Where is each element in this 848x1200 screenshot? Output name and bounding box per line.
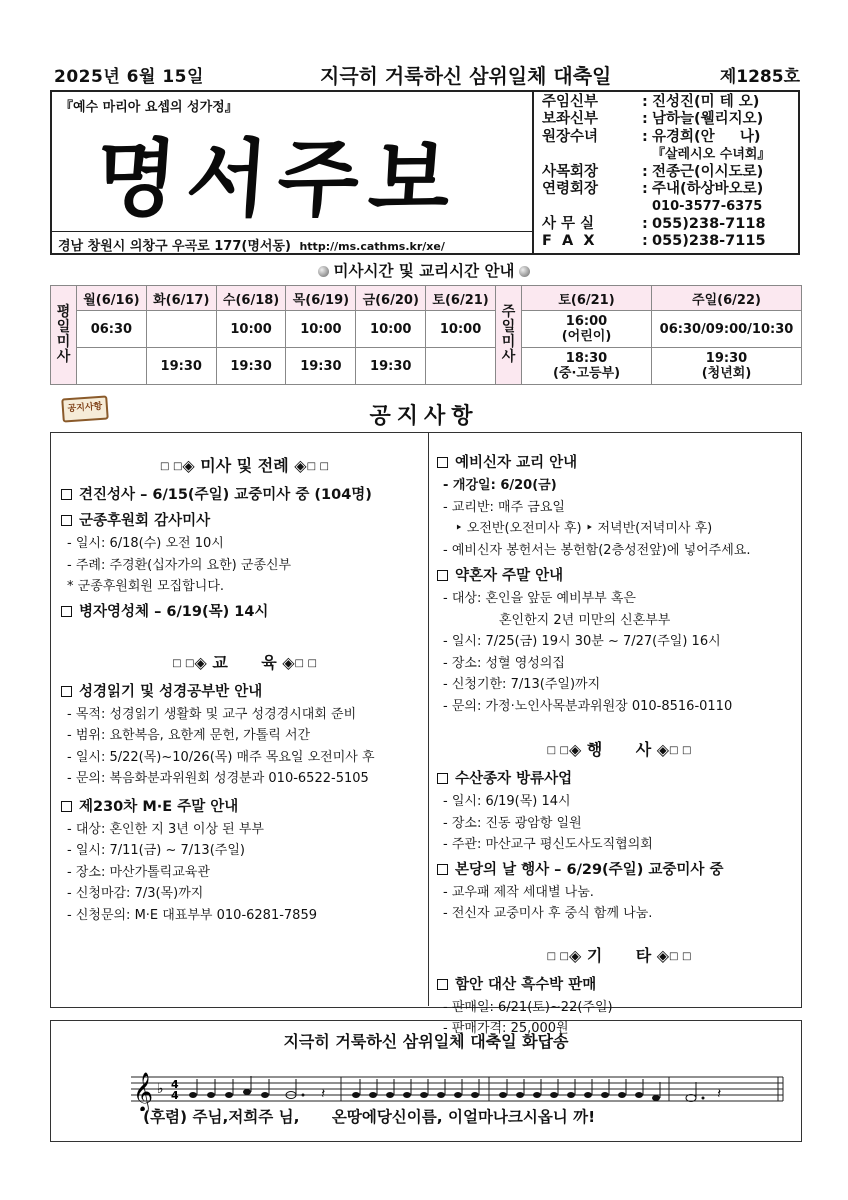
notice-line: - 예비신자 봉헌서는 봉헌함(2층성전앞)에 넣어주세요.: [443, 542, 751, 558]
notices-left-column: [51, 433, 429, 1006]
staff-row: 사 무 실 : 055)238-7118: [542, 215, 766, 232]
notice-line: - 교우패 제작 세대별 나눔.: [443, 884, 594, 900]
notice-item-title: 수산종자 방류사업: [437, 768, 801, 791]
psalm-title: 지극히 거룩하신 삼위일체 대축일 화답송: [283, 1032, 569, 1051]
category-heading: □ □◈ 행 사 ◈□ □: [546, 740, 692, 759]
staff-row: 원장수녀 : 유경희(안 나): [542, 128, 761, 145]
feast-title: 지극히 거룩하신 삼위일체 대축일: [320, 64, 612, 88]
notice-line: - 교리반: 매주 금요일: [443, 499, 565, 515]
weekday-mass-label: 평일미사: [51, 286, 77, 385]
notices-right-column: [429, 433, 801, 1036]
staff-row: 주임신부 : 진성진(미 테 오): [542, 94, 760, 110]
square-icon: □ □: [160, 461, 183, 472]
day-header: 월(6/16): [77, 286, 147, 311]
mass-time: [426, 348, 496, 385]
notice-line: - 전신자 교중미사 후 중식 함께 나눔.: [443, 906, 653, 921]
parish-subtitle: 『예수 마리아 요셉의 성가정』: [60, 100, 238, 115]
sunday-mass-label: 주일미사: [496, 286, 522, 385]
notice-item-title: 성경읽기 및 성경공부반 안내: [61, 681, 428, 704]
square-icon: □ □: [546, 950, 569, 962]
notice-item-title: 약혼자 주말 안내: [437, 565, 801, 588]
address-text: 경남 창원시 의창구 우곡로 177(명서동): [58, 239, 291, 254]
notice-line: - 문의: 복음화분과위원회 성경분과 010-6522-5105: [67, 771, 369, 786]
checkbox-icon: [61, 515, 72, 526]
notice-badge-icon: 공지사항: [61, 395, 109, 422]
mass-time: 16:00 (어린이): [522, 311, 652, 348]
staff-row: 사목회장 : 전종근(이시도로): [542, 163, 764, 180]
notice-line: - 일시: 6/18(수) 오전 10시: [67, 536, 224, 551]
flat-icon: ♭: [157, 1081, 164, 1097]
notice-item-title: 본당의 날 행사 – 6/29(주일) 교중미사 중: [437, 859, 801, 882]
checkbox-icon: [61, 606, 72, 617]
mass-time: 19:30: [216, 348, 286, 385]
notice-item-title: 군종후원회 감사미사: [61, 510, 428, 533]
staff-row: 『살레시오 수녀회』: [652, 147, 771, 163]
mass-time: 06:30: [77, 311, 147, 348]
notice-line: * 군종후원회원 모집합니다.: [67, 579, 225, 594]
parish-address: [52, 231, 532, 253]
checkbox-icon: [437, 457, 448, 468]
day-header: 금(6/20): [356, 286, 426, 311]
mass-schedule-table: [50, 285, 802, 385]
masthead-box: [50, 90, 800, 255]
top-line: [50, 58, 800, 88]
svg-text:4: 4: [171, 1078, 179, 1091]
parish-url[interactable]: http://ms.cathms.kr/xe/: [299, 240, 445, 253]
mass-time: 19:30 (청년회): [652, 348, 802, 385]
mass-time: 10:00: [426, 311, 496, 348]
notice-line: - 신청문의: M·E 대표부부 010-6281-7859: [67, 907, 317, 923]
checkbox-icon: [61, 489, 72, 500]
notice-line: - 범위: 요한복음, 요한계 문헌, 가톨릭 서간: [67, 728, 311, 743]
checkbox-icon: [437, 570, 448, 581]
mass-time: 19:30: [146, 348, 216, 385]
day-header: 주일(6/22): [652, 286, 802, 311]
bullet-icon: [318, 266, 329, 277]
notice-line: - 대상: 혼인한 지 3년 이상 된 부부: [67, 821, 264, 837]
notice-line: - 목적: 성경읽기 생활화 및 교구 성경경시대회 준비: [67, 706, 357, 722]
checkbox-icon: [437, 979, 448, 990]
notice-line: - 장소: 진동 광암항 일원: [443, 815, 582, 831]
day-header: 수(6/18): [216, 286, 286, 311]
staff-row: 연령회장 : 주내(하상바오로): [542, 180, 764, 197]
notice-line: - 일시: 7/11(금) ~ 7/13(주일): [67, 843, 245, 858]
bulletin-date: 2025년 6월 15일: [54, 67, 204, 87]
mass-time: 10:00: [356, 311, 426, 348]
notice-line: ‣ 오전반(오전미사 후) ‣ 저녁반(저녁미사 후): [455, 521, 713, 536]
notice-line: - 일시: 6/19(목) 14시: [443, 794, 571, 809]
checkbox-icon: [437, 773, 448, 784]
day-header: 토(6/21): [426, 286, 496, 311]
notice-line: - 주례: 주경환(십자가의 요한) 군종신부: [67, 557, 292, 573]
mass-time: 19:30: [286, 348, 356, 385]
notices-box: [50, 432, 802, 1036]
notice-item-title: 병자영성체 – 6/19(목) 14시: [61, 601, 428, 624]
notice-item-title: 제230차 M·E 주말 안내: [61, 796, 428, 819]
square-icon: □ □: [669, 950, 692, 962]
notice-line: - 장소: 마산가톨릭교육관: [67, 864, 210, 880]
square-icon: □ □: [306, 461, 329, 472]
psalm-response-box: [50, 1020, 802, 1142]
mass-time: 19:30: [356, 348, 426, 385]
svg-text:𝄽: 𝄽: [717, 1086, 722, 1102]
notice-line: - 문의: 가정·노인사목분과위원장 010-8516-0110: [443, 698, 733, 714]
day-header: 화(6/17): [146, 286, 216, 311]
notice-line: - 판매일: 6/21(토)~22(주일): [443, 999, 613, 1015]
day-header: 목(6/19): [286, 286, 356, 311]
staff-row: 010-3577-6375: [652, 199, 763, 215]
staff-row: 보좌신부 : 남하늘(웰리지오): [542, 111, 764, 128]
staff-list: [542, 94, 796, 251]
day-header: 토(6/21): [522, 286, 652, 311]
treble-clef-icon: 𝄞: [133, 1072, 154, 1111]
square-icon: □ □: [294, 657, 317, 669]
square-icon: □ □: [172, 657, 195, 669]
bullet-icon: [519, 266, 530, 277]
category-heading: □ □◈ 미사 및 전례 ◈□ □: [160, 456, 329, 475]
notice-item-title: 견진성사 – 6/15(주일) 교중미사 중 (104명): [61, 484, 428, 507]
notice-line: - 대상: 혼인을 앞둔 예비부부 혹은: [443, 591, 636, 606]
notice-line: - 신청기한: 7/13(주일)까지: [443, 677, 601, 692]
mass-time: 06:30/09:00/10:30: [652, 311, 802, 348]
notice-line: - 판매가격: 25,000원: [443, 1021, 569, 1036]
notice-line: - 주관: 마산교구 평신도사도직협의회: [443, 837, 653, 852]
square-icon: □ □: [669, 745, 692, 756]
mass-time: [146, 311, 216, 348]
square-icon: □ □: [546, 745, 569, 756]
issue-number: 제1285호: [719, 67, 800, 87]
masthead-left: [52, 92, 534, 253]
notice-item-title: 예비신자 교리 안내: [437, 452, 801, 475]
category-heading: □ □◈ 교 육 ◈□ □: [172, 652, 317, 672]
checkbox-icon: [61, 801, 72, 812]
notice-line: - 일시: 5/22(목)~10/26(목) 매주 목요일 오전미사 후: [67, 749, 375, 765]
notice-line: 혼인한지 2년 미만의 신혼부부: [499, 612, 671, 628]
notice-item-title: 함안 대산 흑수박 판매: [437, 974, 801, 997]
svg-text:𝄽: 𝄽: [321, 1086, 326, 1102]
masthead-title: 명서주보: [92, 129, 464, 228]
mass-time: 10:00: [286, 311, 356, 348]
psalm-lyrics: (후렴) 주님,저희주 님, 온땅에당신이름, 이얼마나크시옵니 까!: [143, 1108, 596, 1126]
checkbox-icon: [437, 864, 448, 875]
notice-line: - 장소: 성혈 영성의집: [443, 655, 565, 671]
svg-text:4: 4: [171, 1089, 179, 1102]
mass-schedule-title: 미사시간 및 교리시간 안내: [0, 259, 848, 281]
notice-line: - 개강일: 6/20(금): [443, 478, 557, 493]
notice-title: 공지사항: [369, 404, 479, 429]
staff-row: F A X : 055)238-7115: [542, 233, 766, 250]
mass-time: 10:00: [216, 311, 286, 348]
mass-time: 18:30 (중·고등부): [522, 348, 652, 385]
mass-time: [77, 348, 147, 385]
checkbox-icon: [61, 686, 72, 697]
notice-line: - 신청마감: 7/3(목)까지: [67, 886, 204, 901]
notice-line: - 일시: 7/25(금) 19시 30분 ~ 7/27(주일) 16시: [443, 634, 721, 649]
category-heading: □ □◈ 기 타 ◈□ □: [546, 945, 692, 965]
